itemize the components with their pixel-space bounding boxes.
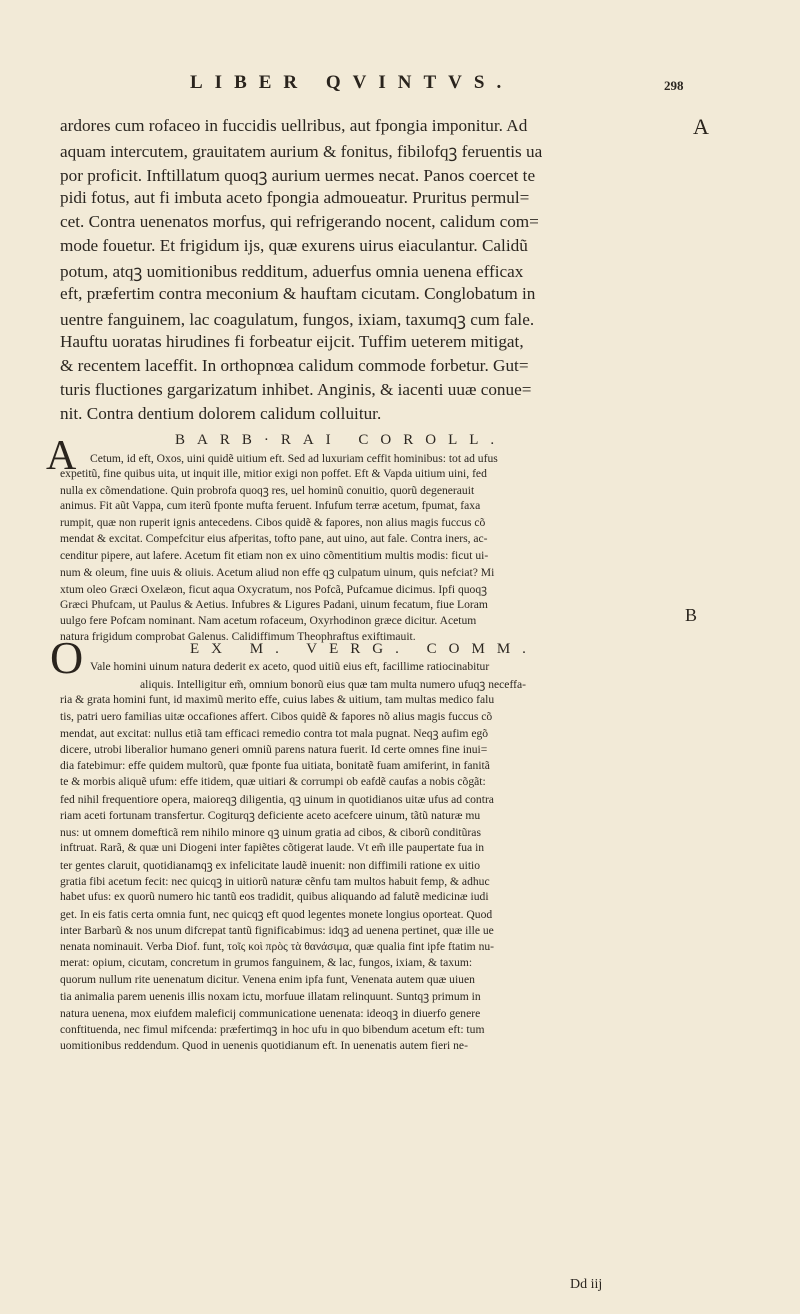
text-line: xtum oleo Græci Oxelæon, ficut aqua Oxycratum, nos Pofcã, Pufcamue dicimus. Ipfi quoqꝫ <box>60 583 488 596</box>
section-heading: BARB·RAI COROLL. <box>175 432 507 448</box>
text-line: cet. Contra uenenatos morfus, qui refrigerando nocent, calidum com= <box>60 212 539 231</box>
text-line: te & morbis aliquẽ ufum: effe itidem, quæ uitiari & corrumpi ob eafdẽ caufas a nobis cõgãt: <box>60 775 486 788</box>
text-line: nus: ut omnem domefticã rem nihilo minore qꝫ uinum gratia ad cibos, & ciborũ conditũras <box>60 826 481 839</box>
text-line: mendat, aut excitat: nullus etiã tam efficaci remedio contra tot mala pugnat. Neqꝫ aufim egõ <box>60 727 489 740</box>
text-line: nit. Contra dentium dolorem calidum colluitur. <box>60 404 382 423</box>
text-line: inftruat. Rarã, & quæ uni Diogeni inter fapiẽtes cõtigerat laude. Vt em̃ ille paupertate fua in <box>60 841 485 854</box>
text-line: expetitũ, fine quibus uita, ut inquit ille, mitior exigi non poffet. Eft & Vapda uitium uini, fed <box>60 467 487 480</box>
text-line: por proficit. Inftillatum quoqꝫ aurium uermes necat. Panos coercet te <box>60 166 536 185</box>
text-line: animus. Fit aũt Vappa, cum iterũ fponte mufta feruent. Infufum terræ acetum, fpumat, faxa <box>60 499 481 512</box>
text-line: ria & grata homini funt, id maximũ merito effe, cuius labes & uitium, tam multas medico falu <box>60 693 495 706</box>
text-line: nenata nominauit. Verba Diof. funt, τοῖς κοὶ πρὸς τὰ θανάσιμα, quæ qualia fint ipfe ftatim nu- <box>60 940 495 953</box>
text-line: natura uenena, mox eiufdem maleficij communicatione uenenata: ideoqꝫ in diuerfo genere <box>60 1007 481 1020</box>
text-line: potum, atqꝫ uomitionibus redditum, aduerfus omnia uenena efficax <box>60 262 524 281</box>
running-head <box>0 72 800 106</box>
text-line: rumpit, quæ non ruperit ignis antecedens. Cibos quidẽ & fapores, non alius magis fuccus cõ <box>60 516 486 529</box>
text-line: Hauftu uoratas hirudines fi forbeatur eijcit. Tuffim ueterem mitigat, <box>60 332 524 351</box>
text-line: aliquis. Intelligitur em̃, omnium bonorũ eius quæ tam multa numero ufuqꝫ neceffa- <box>140 678 526 691</box>
text-line: fed nihil frequentiore opera, maioreqꝫ diligentia, qꝫ uinum in quotidianos uitæ ufus ad contra <box>60 793 494 806</box>
text-line: get. In eis fatis certa omnia funt, nec quicqꝫ eft quod legentes monete longius oporteat. Quod <box>60 908 493 921</box>
text-line: Vale homini uinum natura dederit ex aceto, quod uitiũ eius eft, facillime ratiocinabitur <box>90 660 490 673</box>
text-line: dicere, utrobi liberalior humano generi omniũ parens natura fuerit. Id certe omnes fine inui= <box>60 743 488 756</box>
text-line: riam aceti fortunam transfertur. Cogiturqꝫ deficiente aceto acefcere uinum, tãtũ naturæ mu <box>60 809 481 822</box>
section-heading: EX M. VERG. COMM. <box>190 641 538 657</box>
text-line: cenditur pipere, aut lafere. Acetum fit etiam non ex uino cõmentitium multis modis: ficut ui- <box>60 549 489 562</box>
text-line: habet ufus: ex quorũ numero hic tantũ eos tradidit, quibus aliquando ad falutẽ medicinæ iudi <box>60 890 489 903</box>
text-line: pidi fotus, aut fi imbuta aceto fpongia admoueatur. Pruritus permul= <box>60 188 530 207</box>
text-line: gratia fibi acetum fecit: nec quicqꝫ in uitiorũ naturæ cẽnfu tam multos habuit femp, & adhuc <box>60 875 490 888</box>
text-line: ter gentes claruit, quotidianamqꝫ ex infelicitate laudẽ inuenit: non diffimili ratione ex uitio <box>60 859 481 872</box>
text-line: merat: opium, cicutam, concretum in grumos fanguinem, & lac, fungos, ixiam, & taxum: <box>60 956 473 969</box>
text-line: ardores cum rofaceo in fuccidis uellribus, aut fpongia imponitur. Ad <box>60 116 528 135</box>
initial-letter-o: O <box>50 632 84 683</box>
text-line: tia animalia parem uenenis illis noxam ictu, morfuue illatam relinquunt. Suntqꝫ primum in <box>60 990 481 1003</box>
text-line: tis, patri uero familias uitæ occafiones affert. Cibos quidẽ & fapores nõ alius magis fuccus cõ <box>60 710 493 723</box>
text-line: & recentem laceffit. In orthopnœa calidum commode forbetur. Gut= <box>60 356 529 375</box>
text-line: num & oleum, fine uuis & oliuis. Acetum aliud non effe qꝫ culpatum uinum, quis nefciat? Mi <box>60 566 495 579</box>
signature-mark: Dd iij <box>570 1277 603 1292</box>
page-number: 298 <box>664 78 684 93</box>
text-line: quorum nullum rite uenenatum dicitur. Venena enim ipfa funt, Venenata autem quæ uiuen <box>60 973 475 986</box>
initial-letter-a: A <box>46 433 77 479</box>
margin-letter-b: B <box>685 605 698 625</box>
text-line: Græci Phufcam, ut Paulus & Aetius. Infubres & Ligures Padani, uinum fecatum, fiue Loram <box>60 598 488 611</box>
text-line: mode fouetur. Et frigidum ijs, quæ exurens uirus eiaculantur. Calidũ <box>60 236 528 255</box>
margin-letter-a: A <box>693 114 709 139</box>
text-line: natura frigidum comprobat Galenus. Calidiffimum Theophraftus exiftimauit. <box>60 630 416 643</box>
running-title: LIBER QVINTVS. <box>190 72 514 93</box>
text-line: aquam intercutem, grauitatem aurium & fonitus, fibilofqꝫ feruentis ua <box>60 142 543 161</box>
text-line: uentre fanguinem, lac coagulatum, fungos, ixiam, taxumqꝫ cum fale. <box>60 310 535 329</box>
text-line: uomitionibus reddendum. Quod in uenenis quotidianum eft. In uenenatis autem fieri ne- <box>60 1039 468 1052</box>
text-line: eft, præfertim contra meconium & hauftam cicutam. Conglobatum in <box>60 284 536 303</box>
text-line: mendat & excitat. Compefcitur eius afperitas, tofto pane, aut uino, aut fale. Contra iners, ac- <box>60 532 488 545</box>
text-line: dia fatebimur: effe quidem multorũ, quæ fponte fua uitiata, bonitatẽ fuam amiferint, in fanitã <box>60 759 490 772</box>
text-line: nulla ex cõmendatione. Quin probrofa quoqꝫ res, uel hominũ conuitio, quorũ degenerauit <box>60 484 475 497</box>
text-line: uulgo fere Pofcam nominant. Nam acetum rofaceum, Oxyrhodinon græce dicitur. Acetum <box>60 614 477 627</box>
text-line: turis fluctiones gargarizatum inhibet. Anginis, & iacenti uuæ conue= <box>60 380 532 399</box>
text-line: Cetum, id eft, Oxos, uini quidẽ uitium eft. Sed ad luxuriam ceffit hominibus: tot ad ufus <box>90 452 498 465</box>
text-line: conftituenda, nec fimul mifcenda: præfertimqꝫ in hoc ufu in quo bibendum acetum eft: tum <box>60 1023 485 1036</box>
text-line: inter Barbarũ & nos unum difcrepat tantũ fignificabimus: idqꝫ ad uenena pertinet, quæ ille ue <box>60 924 494 937</box>
